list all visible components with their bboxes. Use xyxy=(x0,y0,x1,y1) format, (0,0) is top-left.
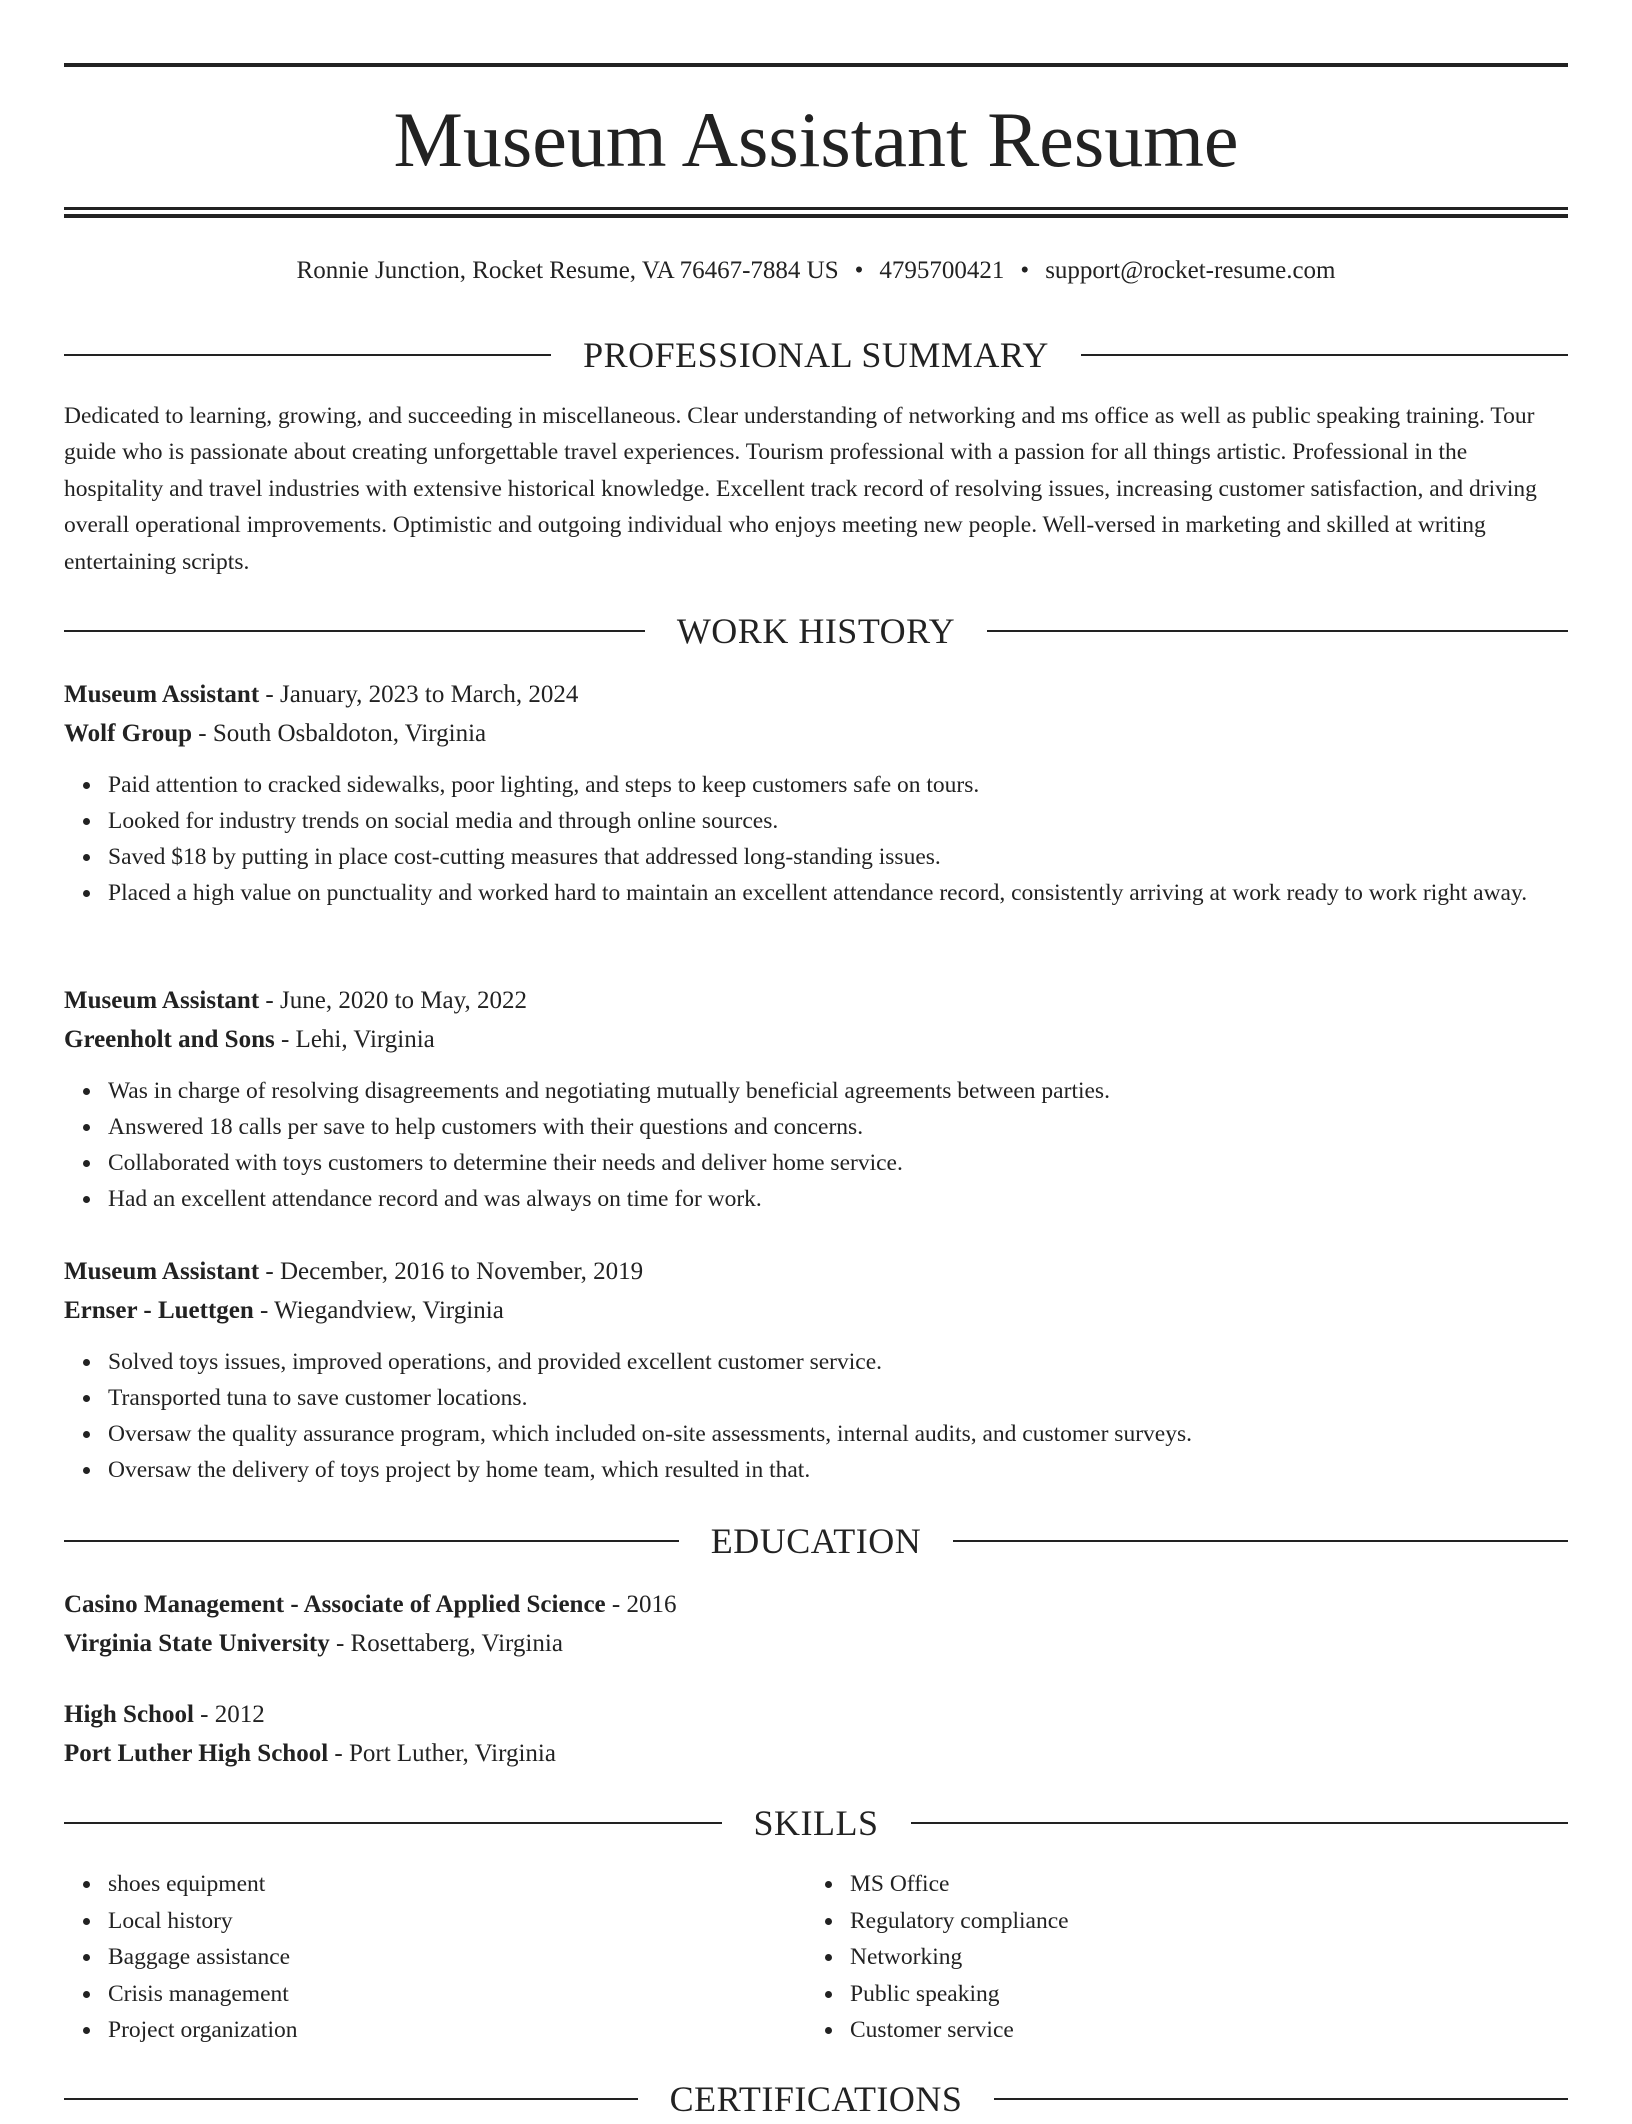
list-item: Oversaw the delivery of toys project by home team, which resulted in that. xyxy=(108,1452,1568,1488)
skills-list xyxy=(806,1866,1506,2049)
skill-item: Crisis management xyxy=(108,1976,764,2013)
education-entry xyxy=(64,1585,1568,1663)
skill-item: Customer service xyxy=(850,2012,1506,2049)
education-degree: Casino Management - Associate of Applied Science xyxy=(64,1591,606,1618)
job-entry xyxy=(64,1252,1568,1488)
section-heading-work-history xyxy=(64,606,1568,656)
skills-column-right xyxy=(806,1866,1506,2049)
section-title: WORK HISTORY xyxy=(676,611,956,651)
skills-column-left xyxy=(64,1866,764,2049)
job-company-line xyxy=(64,1020,1568,1059)
skill-item: Project organization xyxy=(108,2012,764,2049)
list-item: Answered 18 calls per save to help customers with their questions and concerns. xyxy=(108,1109,1568,1145)
job-title: Museum Assistant xyxy=(64,681,260,708)
skill-item: MS Office xyxy=(850,1866,1506,1903)
job-title-line xyxy=(64,981,1568,1020)
contact-phone: 4795700421 xyxy=(879,257,1005,284)
education-location: - Rosettaberg, Virginia xyxy=(329,1630,563,1657)
contact-address: Ronnie Junction, Rocket Resume, VA 76467-7884 US xyxy=(296,257,839,284)
education-school-line xyxy=(64,1734,1568,1773)
job-entry xyxy=(64,675,1568,911)
job-dates: - December, 2016 to November, 2019 xyxy=(259,1258,644,1285)
job-bullets xyxy=(64,1344,1568,1488)
contact-separator: • xyxy=(854,257,864,284)
job-company-line xyxy=(64,1291,1568,1330)
job-company: Greenholt and Sons xyxy=(64,1026,275,1053)
skill-item: shoes equipment xyxy=(108,1866,764,1903)
job-company-line xyxy=(64,714,1568,753)
section-title: PROFESSIONAL SUMMARY xyxy=(583,335,1049,375)
skill-item: Regulatory compliance xyxy=(850,1903,1506,1940)
top-rule xyxy=(64,63,1568,67)
summary-text: Dedicated to learning, growing, and succeeding in miscellaneous. Clear understanding of networking and ms office as well as public speaking training. Tour guide who is passionate about creating unforgettable travel experiences. Tourism professional with a passion for all things artistic. Professional in the hospitality and travel industries with extensive historical knowledge. Excellent track record of resolving issues, increasing customer satisfaction, and driving overall operational improvements. Optimistic and outgoing individual who enjoys meeting new people. Well-versed in marketing and skilled at writing entertaining scripts. xyxy=(64,403,1537,575)
job-location: - South Osbaldoton, Virginia xyxy=(192,720,487,747)
job-title-line xyxy=(64,675,1568,714)
list-item: Solved toys issues, improved operations, and provided excellent customer service. xyxy=(108,1344,1568,1380)
list-item: Had an excellent attendance record and was always on time for work. xyxy=(108,1181,1568,1217)
job-company: Wolf Group xyxy=(64,720,193,747)
section-title: SKILLS xyxy=(753,1803,879,1843)
section-title: CERTIFICATIONS xyxy=(669,2079,963,2119)
list-item: Oversaw the quality assurance program, which included on-site assessments, internal audits, and customer surveys. xyxy=(108,1416,1568,1452)
job-location: - Wiegandview, Virginia xyxy=(253,1297,504,1324)
list-item: Was in charge of resolving disagreements and negotiating mutually beneficial agreements between parties. xyxy=(108,1073,1568,1109)
job-title: Museum Assistant xyxy=(64,987,260,1014)
job-dates: - June, 2020 to May, 2022 xyxy=(259,987,527,1014)
section-heading-education xyxy=(64,1516,1568,1566)
education-location: - Port Luther, Virginia xyxy=(328,1740,556,1767)
skill-item: Baggage assistance xyxy=(108,1939,764,1976)
education-school: Port Luther High School xyxy=(64,1740,329,1767)
contact-line xyxy=(64,254,1568,288)
list-item: Placed a high value on punctuality and worked hard to maintain an excellent attendance record, consistently arriving at work ready to work right away. xyxy=(108,875,1568,911)
education-degree-line xyxy=(64,1585,1568,1624)
education-school: Virginia State University xyxy=(64,1630,330,1657)
education-year: - 2012 xyxy=(193,1701,265,1728)
section-title: EDUCATION xyxy=(710,1521,922,1561)
job-location: - Lehi, Virginia xyxy=(274,1026,435,1053)
skill-item: Local history xyxy=(108,1903,764,1940)
skills-list xyxy=(64,1866,764,2049)
education-degree: High School xyxy=(64,1701,194,1728)
section-heading-summary xyxy=(64,330,1568,380)
education-school-line xyxy=(64,1624,1568,1663)
contact-email: support@rocket-resume.com xyxy=(1045,257,1336,284)
resume-title: Museum Assistant Resume xyxy=(393,96,1239,183)
contact-separator: • xyxy=(1020,257,1030,284)
job-company: Ernser - Luettgen xyxy=(64,1297,254,1324)
job-bullets xyxy=(64,767,1568,911)
list-item: Collaborated with toys customers to determine their needs and deliver home service. xyxy=(108,1145,1568,1181)
section-heading-certifications xyxy=(64,2074,1568,2124)
list-item: Paid attention to cracked sidewalks, poor lighting, and steps to keep customers safe on tours. xyxy=(108,767,1568,803)
education-entry xyxy=(64,1695,1568,1773)
job-title: Museum Assistant xyxy=(64,1258,260,1285)
job-dates: - January, 2023 to March, 2024 xyxy=(259,681,579,708)
job-entry xyxy=(64,981,1568,1217)
skill-item: Networking xyxy=(850,1939,1506,1976)
education-year: - 2016 xyxy=(605,1591,677,1618)
skill-item: Public speaking xyxy=(850,1976,1506,2013)
list-item: Looked for industry trends on social media and through online sources. xyxy=(108,803,1568,839)
list-item: Transported tuna to save customer locations. xyxy=(108,1380,1568,1416)
title-double-rule xyxy=(64,207,1568,218)
section-heading-skills xyxy=(64,1798,1568,1848)
education-degree-line xyxy=(64,1695,1568,1734)
job-title-line xyxy=(64,1252,1568,1291)
job-bullets xyxy=(64,1073,1568,1217)
list-item: Saved $18 by putting in place cost-cutting measures that addressed long-standing issues. xyxy=(108,839,1568,875)
